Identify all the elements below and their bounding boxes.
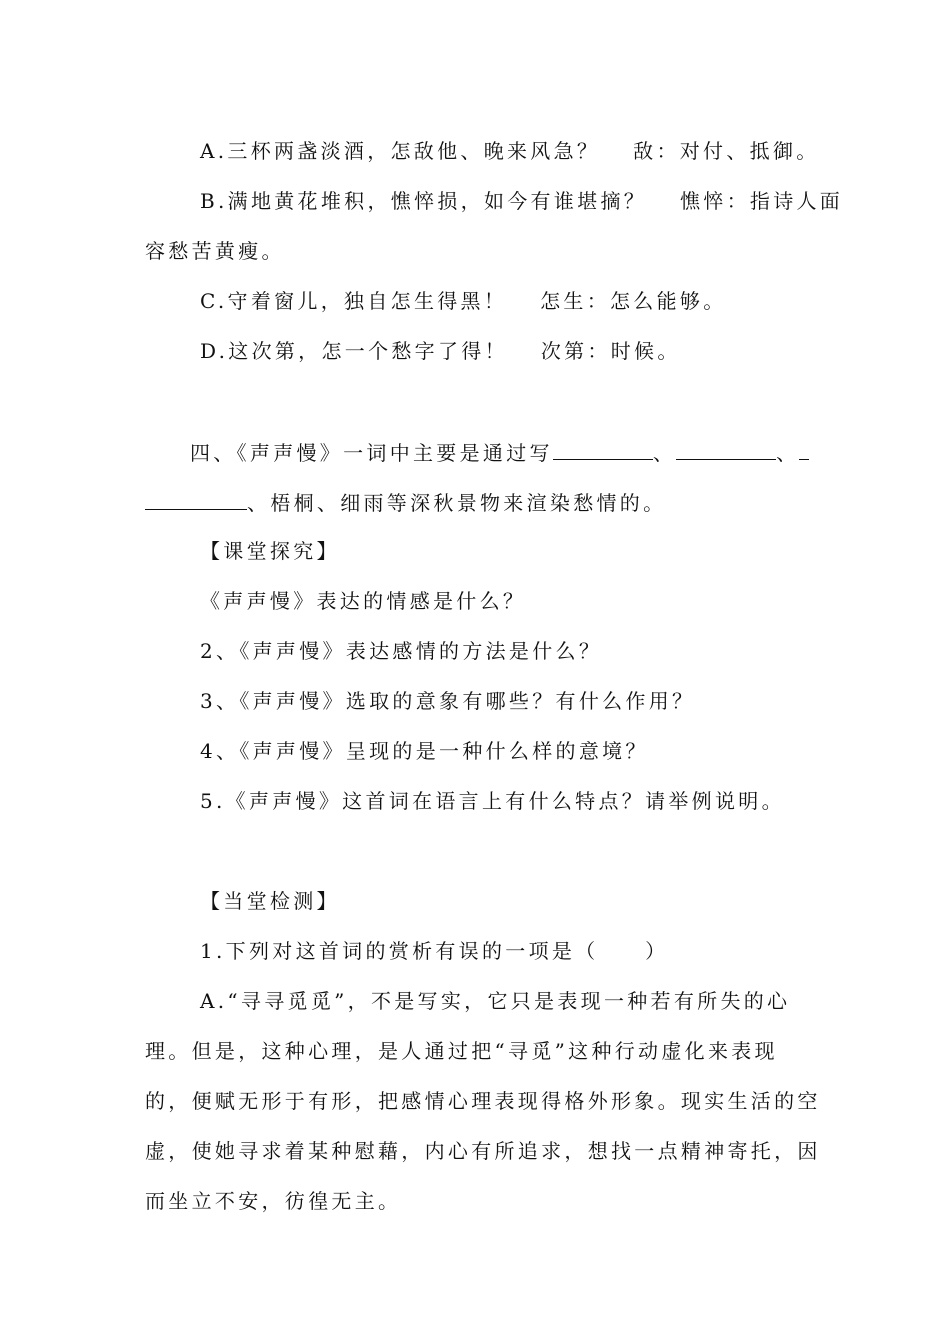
explore-q4: 4、《声声慢》呈现的是一种什么样的意境？ [200, 739, 649, 763]
question-4-sep2: 、 [776, 441, 800, 465]
explore-q3: 3、《声声慢》选取的意象有哪些？有什么作用？ [200, 689, 696, 713]
question-4-sep1: 、 [652, 441, 677, 465]
question-4-prefix: 四、《声声慢》一词中主要是通过写 [190, 441, 553, 465]
test-a-line5: 而坐立不安，彷徨无主。 [145, 1189, 402, 1213]
option-d: D.这次第，怎一个愁字了得！ 次第：时候。 [200, 339, 681, 363]
option-b-line1: B.满地黄花堆积，憔悴损，如今有谁堪摘？ 憔悴：指诗人面 [200, 189, 844, 213]
explore-heading: 【课堂探究】 [200, 539, 340, 563]
test-heading: 【当堂检测】 [200, 889, 340, 913]
option-a: A.三杯两盏淡酒，怎敌他、晚来风急？ 敌：对付、抵御。 [200, 139, 820, 163]
question-4-suffix: 、梧桐、细雨等深秋景物来渲染愁情的。 [247, 491, 667, 515]
question-4-line1 [190, 439, 809, 465]
blank-1 [553, 439, 653, 460]
explore-q5: 5.《声声慢》这首词在语言上有什么特点？请举例说明。 [200, 789, 785, 813]
option-c: C.守着窗儿，独自怎生得黑！ 怎生：怎么能够。 [200, 289, 727, 313]
test-a-line2: 理。但是，这种心理，是人通过把“寻觅”这种行动虚化来表现 [145, 1039, 778, 1063]
test-a-line4: 虚，使她寻求着某种慰藉，内心有所追求，想找一点精神寄托，因 [145, 1139, 821, 1163]
blank-3-start [799, 439, 809, 460]
blank-2 [676, 439, 776, 460]
explore-q2: 2、《声声慢》表达感情的方法是什么？ [200, 639, 603, 663]
test-a-line1: A.“寻寻觅觅”，不是写实，它只是表现一种若有所失的心 [200, 989, 791, 1013]
question-4-line2 [145, 489, 666, 515]
option-b-line2: 容愁苦黄瘦。 [145, 239, 285, 263]
test-q1: 1.下列对这首词的赏析有误的一项是（ ） [200, 939, 669, 963]
blank-3-end [145, 489, 247, 510]
explore-q1: 《声声慢》表达的情感是什么？ [200, 589, 527, 613]
test-a-line3: 的，便赋无形于有形，把感情心理表现得格外形象。现实生活的空 [145, 1089, 821, 1113]
